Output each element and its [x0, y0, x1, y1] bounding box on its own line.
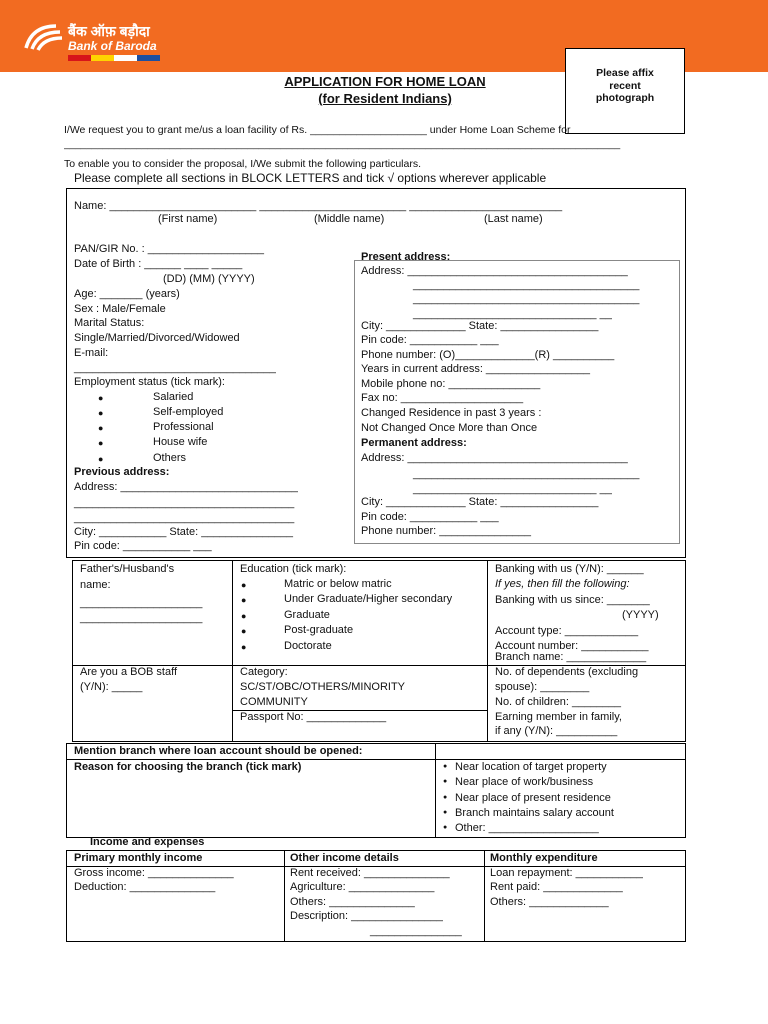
- bullet-icon: ●: [98, 423, 104, 433]
- present-phone-field[interactable]: Phone number: (O)_____________(R) __________: [361, 349, 615, 361]
- fax-field[interactable]: Fax no: ____________________: [361, 392, 524, 404]
- rent-received-field[interactable]: Rent received: ______________: [290, 867, 450, 879]
- bob-staff-label: Are you a BOB staff: [80, 666, 178, 678]
- bullet-icon: ●: [98, 393, 104, 403]
- middle-name-label: (Middle name): [314, 213, 385, 225]
- logo-color-strip: [68, 55, 160, 61]
- present-address-line-3[interactable]: _____________________________________: [413, 293, 640, 305]
- present-address-line-4[interactable]: ______________________________ __: [413, 308, 612, 320]
- reason-option-salary-account[interactable]: Branch maintains salary account: [455, 807, 614, 819]
- present-pin-field[interactable]: Pin code: ___________ ___: [361, 334, 499, 346]
- employment-option-professional[interactable]: Professional: [153, 421, 214, 433]
- present-address-line-2[interactable]: _____________________________________: [413, 279, 640, 291]
- branch-mention-label: Mention branch where loan account should be opened:: [74, 745, 363, 757]
- reason-option-residence[interactable]: Near place of present residence: [455, 792, 611, 804]
- monthly-expenditure-title: Monthly expenditure: [490, 852, 598, 864]
- last-name-label: (Last name): [484, 213, 543, 225]
- present-address-field[interactable]: Address: ____________________________________: [361, 265, 628, 277]
- dob-field[interactable]: Date of Birth : ______ ____ _____: [74, 258, 243, 270]
- previous-address-line-3[interactable]: ____________________________________: [74, 512, 295, 524]
- bullet-icon: ●: [241, 626, 247, 636]
- employment-option-others[interactable]: Others: [153, 452, 187, 464]
- father-husband-name-line-2[interactable]: ____________________: [80, 612, 203, 624]
- other-expenditure-field[interactable]: Others: _____________: [490, 896, 609, 908]
- marital-status-label: Marital Status:: [74, 317, 145, 329]
- photograph-box: [565, 48, 685, 134]
- photo-box-line-3: photograph: [595, 92, 655, 105]
- permanent-address-title: Permanent address:: [361, 437, 467, 449]
- education-option-postgraduate[interactable]: Post-graduate: [284, 624, 354, 636]
- employment-option-self-employed[interactable]: Self-employed: [153, 406, 224, 418]
- marital-status-options[interactable]: Single/Married/Divorced/Widowed: [74, 332, 240, 344]
- bullet-icon: ●: [98, 438, 104, 448]
- enable-text: To enable you to consider the proposal, I/We submit the following particulars.: [64, 158, 421, 170]
- years-current-address-field[interactable]: Years in current address: _________________: [361, 363, 590, 375]
- name-field[interactable]: Name: ________________________ ________________________ _________________________: [74, 200, 563, 212]
- bullet-icon: ●: [443, 824, 448, 831]
- previous-address-title: Previous address:: [74, 466, 170, 478]
- bank-name: Bank of Baroda: [68, 39, 157, 53]
- account-type-field[interactable]: Account type: ____________: [495, 625, 639, 637]
- banking-with-us-field[interactable]: Banking with us (Y/N): ______: [495, 563, 644, 575]
- form-title: APPLICATION FOR HOME LOAN: [284, 74, 486, 89]
- changed-residence-label: Changed Residence in past 3 years :: [361, 407, 542, 419]
- employment-option-housewife[interactable]: House wife: [153, 436, 208, 448]
- agriculture-field[interactable]: Agriculture: ______________: [290, 881, 435, 893]
- bullet-icon: ●: [443, 809, 448, 816]
- reason-option-target-property[interactable]: Near location of target property: [455, 761, 607, 773]
- branch-reason-label: Reason for choosing the branch (tick mark): [74, 761, 302, 773]
- permanent-address-line-3[interactable]: ______________________________ __: [413, 483, 612, 495]
- category-options[interactable]: SC/ST/OBC/OTHERS/MINORITY: [240, 681, 406, 693]
- previous-pin-field[interactable]: Pin code: ___________ ___: [74, 540, 212, 552]
- employment-status-label: Employment status (tick mark):: [74, 376, 225, 388]
- loan-repayment-field[interactable]: Loan repayment: ___________: [490, 867, 643, 879]
- primary-income-title: Primary monthly income: [74, 852, 203, 864]
- divider: [435, 743, 436, 838]
- other-income-field[interactable]: Others: ______________: [290, 896, 415, 908]
- email-field[interactable]: _________________________________: [74, 362, 276, 374]
- branch-name-field[interactable]: Branch name: _____________: [495, 651, 647, 663]
- dependents-field[interactable]: spouse): ________: [495, 681, 590, 693]
- bullet-icon: ●: [443, 763, 448, 770]
- bullet-icon: ●: [241, 595, 247, 605]
- present-city-state-field[interactable]: City: _____________ State: ________________: [361, 320, 599, 332]
- permanent-address-line-2[interactable]: _____________________________________: [413, 468, 640, 480]
- description-line-2[interactable]: _______________: [370, 925, 462, 937]
- bullet-icon: ●: [241, 611, 247, 621]
- dependents-label: No. of dependents (excluding: [495, 666, 639, 678]
- photo-box-line-2: recent: [609, 79, 641, 92]
- community-option[interactable]: COMMUNITY: [240, 696, 308, 708]
- pan-field[interactable]: PAN/GIR No. : ___________________: [74, 243, 264, 255]
- photo-box-line-1: Please affix: [596, 67, 654, 79]
- permanent-city-state-field[interactable]: City: _____________ State: ________________: [361, 496, 599, 508]
- divider: [232, 560, 233, 742]
- previous-city-state-field[interactable]: City: ___________ State: _______________: [74, 526, 293, 538]
- divider: [487, 560, 488, 742]
- bullet-icon: ●: [241, 642, 247, 652]
- bullet-icon: ●: [241, 580, 247, 590]
- category-label: Category:: [240, 666, 288, 678]
- description-field[interactable]: Description: _______________: [290, 910, 443, 922]
- children-field[interactable]: No. of children: ________: [495, 696, 621, 708]
- earning-member-label: Earning member in family,: [495, 711, 622, 723]
- loan-request-blank: ____________________________________________________________________________________________________: [64, 139, 621, 150]
- reason-option-other[interactable]: Other: __________________: [455, 822, 599, 834]
- gross-income-field[interactable]: Gross income: ______________: [74, 867, 234, 879]
- changed-residence-options[interactable]: Not Changed Once More than Once: [361, 422, 538, 434]
- father-husband-name-label: name:: [80, 579, 111, 591]
- age-field[interactable]: Age: _______ (years): [74, 288, 180, 300]
- divider: [284, 850, 285, 942]
- banking-since-field[interactable]: Banking with us since: _______: [495, 594, 650, 606]
- bob-staff-field[interactable]: (Y/N): _____: [80, 681, 143, 693]
- email-label: E-mail:: [74, 347, 109, 359]
- earning-member-field[interactable]: if any (Y/N): __________: [495, 725, 618, 737]
- mobile-phone-field[interactable]: Mobile phone no: _______________: [361, 378, 541, 390]
- education-option-doctorate[interactable]: Doctorate: [284, 640, 332, 652]
- education-option-undergraduate[interactable]: Under Graduate/Higher secondary: [284, 593, 453, 605]
- year-format-label: (YYYY): [622, 609, 659, 621]
- permanent-pin-field[interactable]: Pin code: ___________ ___: [361, 511, 499, 523]
- dob-format-label: (DD) (MM) (YYYY): [163, 273, 255, 285]
- bank-logo-icon: [22, 22, 64, 52]
- permanent-address-field[interactable]: Address: ____________________________________: [361, 452, 628, 464]
- divider: [484, 850, 485, 942]
- bank-name-hindi: बैंक ऑफ़ बड़ौदा: [68, 23, 150, 39]
- deduction-field[interactable]: Deduction: ______________: [74, 881, 216, 893]
- bullet-icon: ●: [443, 778, 448, 785]
- previous-address-line-2[interactable]: ____________________________________: [74, 497, 295, 509]
- first-name-label: (First name): [158, 213, 218, 225]
- loan-request-line: I/We request you to grant me/us a loan facility of Rs. ____________________ under Home Loan Scheme for: [64, 124, 571, 136]
- employment-option-salaried[interactable]: Salaried: [153, 391, 194, 403]
- father-husband-name-line-1[interactable]: ____________________: [80, 597, 203, 609]
- form-subtitle: (for Resident Indians): [318, 91, 452, 106]
- bullet-icon: ●: [443, 794, 448, 801]
- bullet-icon: ●: [98, 408, 104, 418]
- account-number-field[interactable]: Account number: ___________: [495, 640, 649, 652]
- reason-option-work[interactable]: Near place of work/business: [455, 776, 594, 788]
- bullet-icon: ●: [98, 454, 104, 464]
- education-option-graduate[interactable]: Graduate: [284, 609, 330, 621]
- rent-paid-field[interactable]: Rent paid: _____________: [490, 881, 623, 893]
- sex-field[interactable]: Sex : Male/Female: [74, 303, 166, 315]
- education-label: Education (tick mark):: [240, 563, 347, 575]
- passport-field[interactable]: Passport No: _____________: [240, 711, 387, 723]
- divider: [66, 759, 686, 760]
- education-option-matric[interactable]: Matric or below matric: [284, 578, 392, 590]
- present-address-title: Present address:: [361, 251, 451, 263]
- income-section-title: Income and expenses: [90, 836, 205, 848]
- instructions-text: Please complete all sections in BLOCK LETTERS and tick √ options wherever applicable: [74, 171, 547, 185]
- other-income-title: Other income details: [290, 852, 399, 864]
- if-yes-label: If yes, then fill the following:: [495, 578, 630, 590]
- permanent-phone-field[interactable]: Phone number: _______________: [361, 525, 532, 537]
- father-husband-label: Father's/Husband's: [80, 563, 175, 575]
- previous-address-field[interactable]: Address: _____________________________: [74, 481, 298, 493]
